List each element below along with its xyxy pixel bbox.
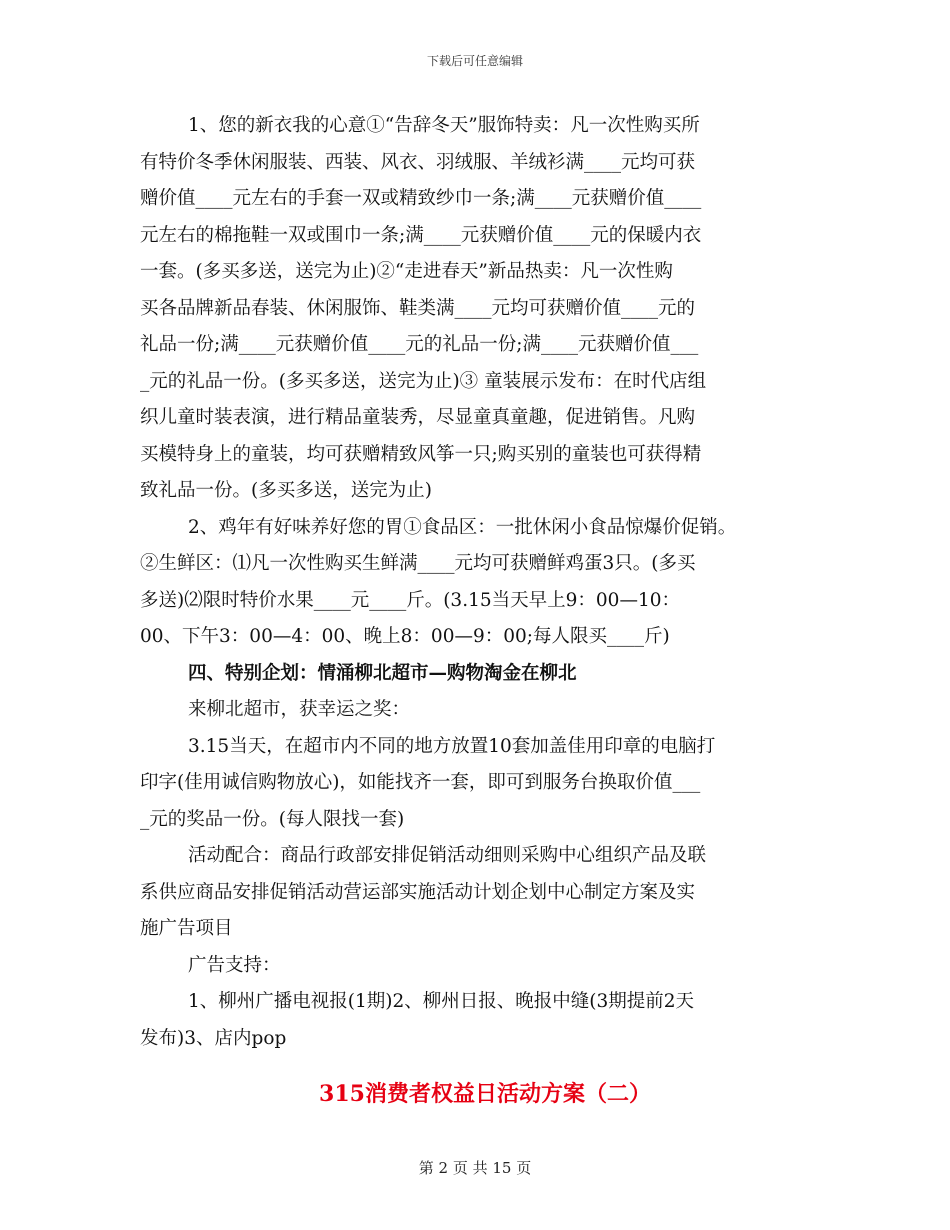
paragraph-line: 礼品一份;满____元获赠价值____元的礼品一份;满____元获赠价值___ [140, 334, 699, 355]
paragraph-line: 多送)⑵限时特价水果____元____斤。(3.15当天早上9：00—10： [140, 589, 680, 611]
paragraph-line: 来柳北超市，获幸运之奖： [188, 699, 411, 720]
paragraph-line: 赠价值____元左右的手套一双或精致纱巾一条;满____元获赠价值____ [140, 188, 702, 209]
paragraph-line: 系供应商品安排促销活动营运部实施活动计划企划中心制定方案及实 [140, 881, 696, 903]
document-body [140, 108, 830, 1057]
paragraph-line: _元的奖品一份。(每人限找一套) [140, 808, 405, 830]
paragraph-line: 元左右的棉拖鞋一双或围巾一条;满____元获赠价值____元的保暖内衣 [140, 224, 702, 246]
section-heading: 四、特别企划：情涌柳北超市—购物淘金在柳北 [188, 662, 577, 684]
paragraph-line: ②生鲜区：⑴凡一次性购买生鲜满____元均可获赠鲜鸡蛋3只。(多买 [140, 553, 696, 574]
paragraph-line: 印字(佳用诚信购物放心)，如能找齐一套，即可到服务台换取价值___ [140, 772, 701, 793]
paragraph-line: 广告支持： [188, 954, 281, 976]
paragraph-line: 1、柳州广播电视报(1期)2、柳州日报、晚报中缝(3期提前2天 [188, 991, 695, 1012]
paragraph-line: 织儿童时装表演，进行精品童装秀，尽显童真童趣，促进销售。凡购 [140, 407, 696, 428]
page-header: 下载后可任意编辑 [426, 54, 523, 68]
paragraph-line: 有特价冬季休闲服装、西装、风衣、羽绒服、羊绒衫满____元均可获 [140, 151, 696, 173]
paragraph-line: 一套。(多买多送，送完为止)②“走进春天”新品热卖：凡一次性购 [140, 261, 673, 282]
paragraph-line: 3.15当天，在超市内不同的地方放置10套加盖佳用印章的电脑打 [188, 735, 716, 757]
paragraph-line: 施广告项目 [140, 918, 233, 939]
paragraph-line: 发布)3、店内pop [140, 1027, 287, 1049]
paragraph-line: 买各品牌新品春装、休闲服饰、鞋类满____元均可获赠价值____元的 [140, 297, 696, 319]
paragraph-line: 活动配合：商品行政部安排促销活动细则采购中心组织产品及联 [188, 845, 707, 866]
section-title: 315消费者权益日活动方案（二） [319, 1081, 651, 1107]
paragraph-line: 致礼品一份。(多买多送，送完为止) [140, 480, 432, 501]
paragraph-line: 00、下午3：00—4：00、晚上8：00—9：00;每人限买____斤) [140, 626, 670, 647]
paragraph-line: _元的礼品一份。(多买多送，送完为止)③ 童装展示发布：在时代店组 [140, 370, 707, 392]
page-footer: 第 2 页 共 15 页 [418, 1159, 532, 1177]
paragraph-line: 1、您的新衣我的心意①“告辞冬天”服饰特卖：凡一次性购买所 [188, 115, 700, 136]
paragraph-line: 2、鸡年有好味养好您的胃①食品区：一批休闲小食品惊爆价促销。 [188, 516, 737, 538]
paragraph-line: 买模特身上的童装，均可获赠精致风筝一只;购买别的童装也可获得精 [140, 443, 702, 465]
